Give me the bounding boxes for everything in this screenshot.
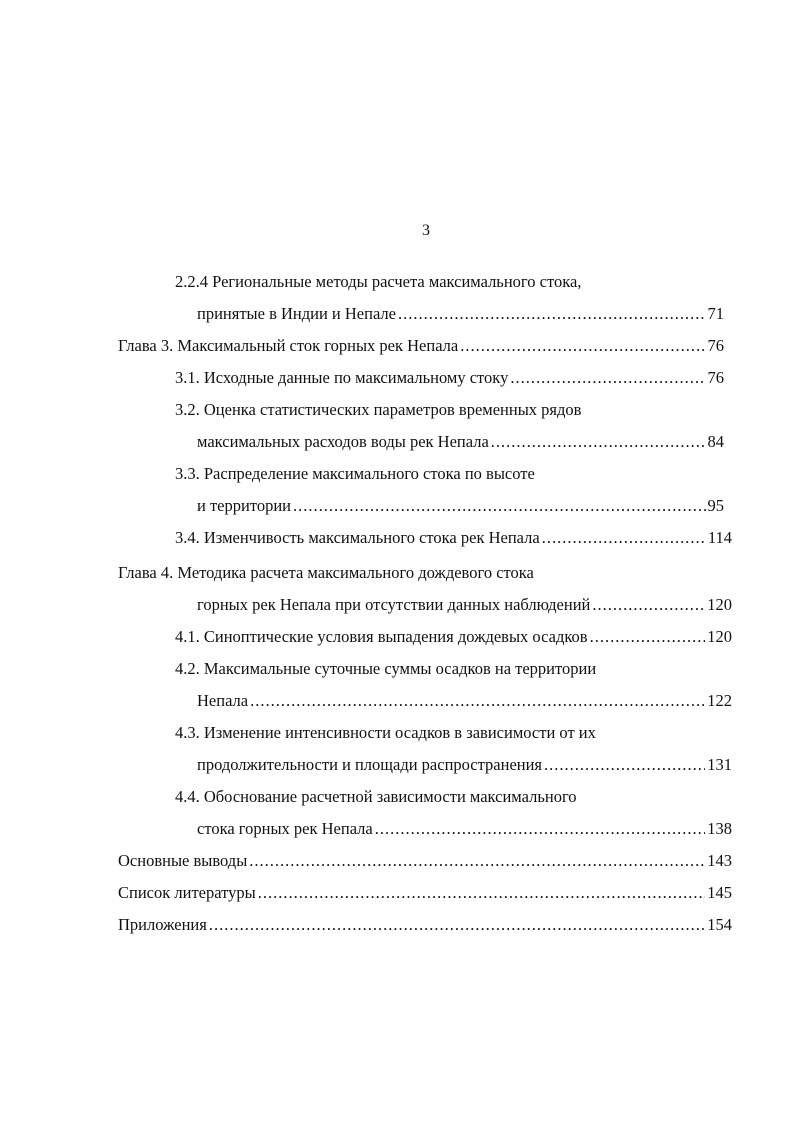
toc-entry-text: и территории [197,496,291,515]
toc-leader-dots [258,881,706,905]
toc-entry-4-4 [175,785,577,809]
toc-leader-dots [250,689,705,713]
toc-entry-text: 4.2. Максимальные суточные суммы осадков на территории [175,659,597,678]
toc-entry-text: Основные выводы [118,851,248,870]
toc-entry-3-4 [175,526,732,550]
toc-entry-text: принятые в Индии и Непале [197,304,396,323]
toc-leader-dots [249,849,705,873]
toc-entry-4-1 [175,625,732,649]
toc-entry-4-3-cont [197,753,732,777]
toc-page-number: 145 [707,883,732,902]
toc-entry-3-3 [175,462,535,486]
toc-page-number: 154 [707,915,732,934]
toc-page-number: 84 [707,432,724,451]
toc-entry-text: горных рек Непала при отсутствии данных наблюдений [197,595,591,614]
toc-entry-text: продолжительности и площади распространения [197,755,543,774]
toc-entry-text: стока горных рек Непала [197,819,373,838]
toc-entry-text: 3.3. Распределение максимального стока по высоте [175,464,535,483]
toc-page-number: 76 [707,368,724,387]
toc-entry-text: 3.4. Изменчивость максимального стока рек Непала [175,528,540,547]
toc-page-number: 122 [707,691,732,710]
toc-entry-text: 2.2.4 Региональные методы расчета максимального стока, [175,272,582,291]
toc-entry-text: Глава 3. Максимальный сток горных рек Непала [118,336,459,355]
toc-entry-chapter-4-cont [197,593,732,617]
toc-leader-dots [491,430,706,454]
toc-leader-dots [590,625,706,649]
toc-page-number: 120 [707,627,732,646]
toc-page-number: 143 [707,851,732,870]
toc-entry-4-2 [175,657,596,681]
toc-entry-2-2-4 [175,270,581,294]
toc-entry-text: Список литературы [118,883,256,902]
toc-leader-dots [398,302,706,326]
toc-entry-text: Глава 4. Методика расчета максимального дождевого стока [118,563,534,582]
toc-page-number: 138 [707,819,732,838]
toc-page-number: 120 [707,595,732,614]
toc-entry-references [118,881,732,905]
toc-entry-text: Приложения [118,915,207,934]
toc-entry-3-2-cont [197,430,724,454]
toc-leader-dots [209,913,705,937]
toc-leader-dots [592,593,705,617]
toc-leader-dots [293,494,706,518]
toc-leader-dots [544,753,705,777]
toc-entry-text: 4.1. Синоптические условия выпадения дождевых осадков [175,627,588,646]
toc-entry-text: максимальных расходов воды рек Непала [197,432,489,451]
toc-entry-4-2-cont [197,689,732,713]
toc-page-number: 71 [707,304,724,323]
toc-entry-text: Непала [197,691,249,710]
toc-page-number: 131 [707,755,732,774]
toc-entry-conclusions [118,849,732,873]
toc-entry-text: 3.2. Оценка статистических параметров временных рядов [175,400,582,419]
toc-page-number: 114 [707,528,732,547]
page-number: 3 [422,222,430,239]
toc-entry-2-2-4-cont [197,302,724,326]
toc-entry-chapter-4 [118,561,534,585]
toc-entry-3-3-cont [197,494,724,518]
toc-entry-appendices [118,913,732,937]
toc-entry-text: 4.3. Изменение интенсивности осадков в зависимости от их [175,723,596,742]
toc-leader-dots [510,366,705,390]
toc-leader-dots [542,526,706,550]
toc-page-number: 76 [707,336,724,355]
toc-entry-3-1 [175,366,724,390]
toc-entry-4-4-cont [197,817,732,841]
toc-leader-dots [375,817,706,841]
toc-entry-text: 4.4. Обоснование расчетной зависимости максимального [175,787,577,806]
toc-entry-3-2 [175,398,581,422]
toc-entry-text: 3.1. Исходные данные по максимальному стоку [175,368,509,387]
toc-page-number: 95 [707,496,724,515]
toc-entry-chapter-3 [118,334,724,358]
toc-entry-4-3 [175,721,596,745]
toc-leader-dots [460,334,705,358]
